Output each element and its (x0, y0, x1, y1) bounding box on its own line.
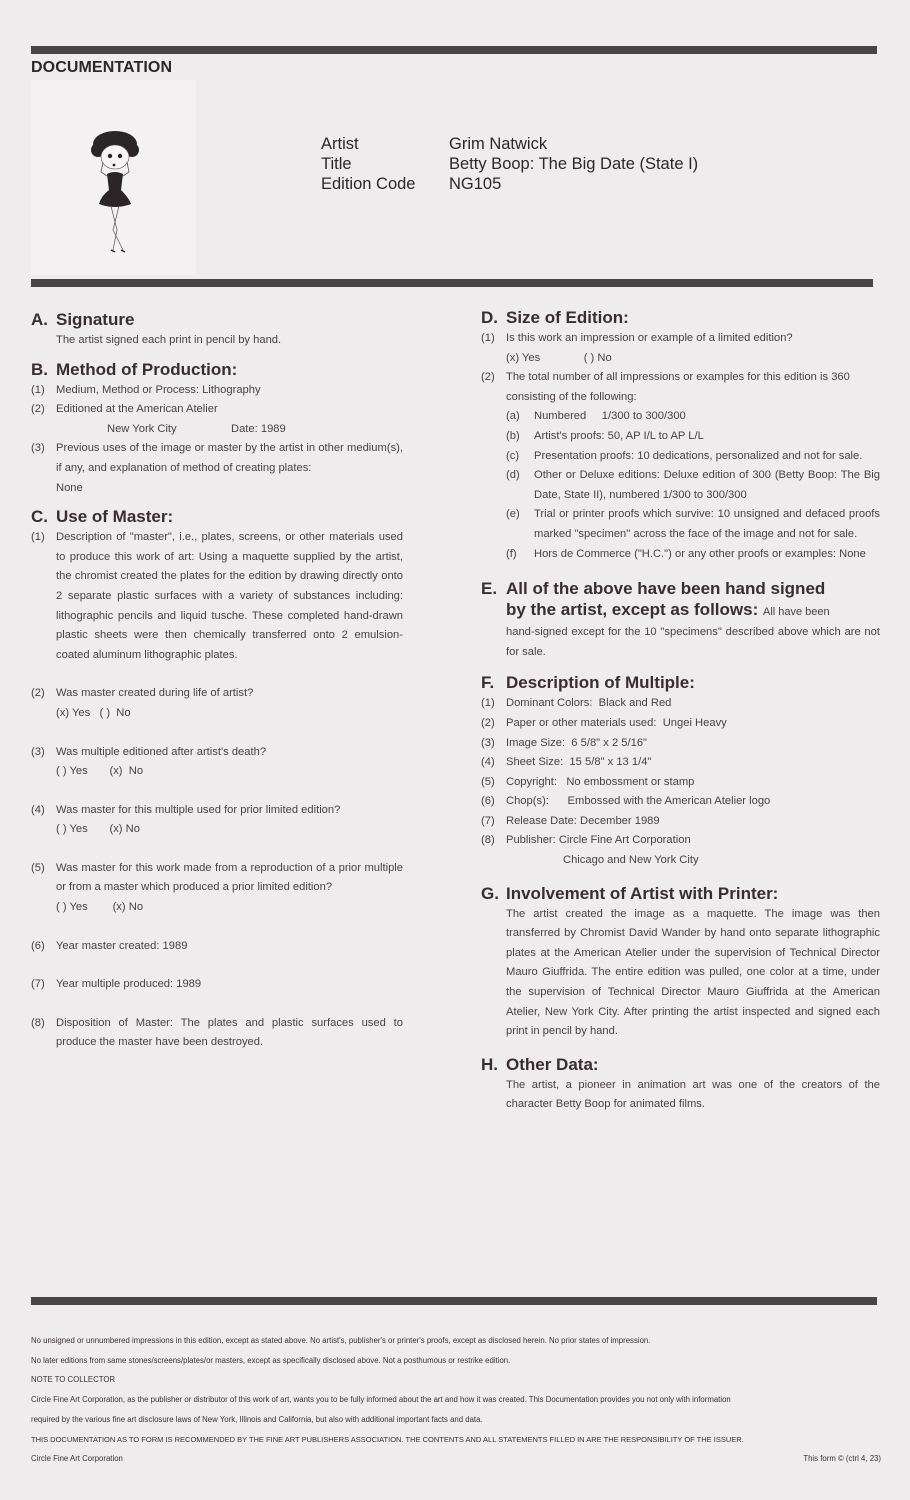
sub-number: (f) (506, 547, 517, 560)
item-text: Release Date: December 1989 (506, 814, 660, 827)
list-item (481, 694, 880, 714)
edition-date: Date: 1989 (231, 422, 286, 435)
section-c-heading (31, 506, 403, 528)
item-text: Description of "master", i.e., plates, screens, or other materials used to produce this work of art: Using a maquette supplied by the artist, the chromist created the plates for the edition by drawing directly onto 2 separate plastic surfaces with a variety of substances including: lithographic pencils and liquid tusche. These completed hand-drawn plastic sheets were then chemically transferred onto 2 emulsion-coated aluminum lithographic plates. (56, 531, 403, 661)
list-item (481, 773, 880, 793)
edition-row (321, 174, 698, 194)
item-text: The total number of all impressions or examples for this edition is 360 consisting of the following: (506, 371, 850, 403)
item-number: (7) (31, 978, 45, 991)
item-text: Editioned at the American Atelier (56, 403, 218, 416)
section-title: Signature (56, 310, 135, 329)
item-text: Image Size: 6 5/8" x 2 5/16" (506, 736, 648, 749)
section-g-heading (481, 883, 880, 905)
yes-no-answer: (x) Yes ( ) No (506, 351, 612, 364)
item-number: (6) (31, 939, 45, 952)
item-text: Paper or other materials used: Ungei Heavy (506, 716, 727, 729)
section-e-heading (481, 578, 880, 599)
footer-bottom-row (31, 1449, 881, 1469)
list-item (481, 329, 880, 349)
sub-item (481, 427, 880, 447)
item-text: Was master created during life of artist? (56, 687, 254, 700)
section-b-heading (31, 359, 403, 381)
footer-disclosures (31, 1331, 881, 1469)
list-item (31, 859, 403, 898)
section-title: Use of Master: (56, 507, 174, 527)
sub-text: Artist's proofs: 50, AP I/L to AP L/L (534, 429, 704, 442)
item-text: Medium, Method or Process: Lithography (56, 383, 261, 396)
sub-item (481, 466, 880, 505)
section-title: Other Data: (506, 1054, 599, 1074)
list-item (31, 381, 403, 401)
sub-number: (a) (506, 410, 520, 423)
title-label: Title (321, 155, 352, 173)
artist-value: Grim Natwick (449, 135, 548, 153)
item-number: (1) (481, 332, 495, 344)
item-number: (5) (31, 861, 45, 874)
sub-number: (c) (506, 449, 520, 462)
sub-text: Hors de Commerce ("H.C.") or any other proofs or examples: None (534, 547, 866, 560)
item-number: (2) (481, 716, 495, 729)
document-title: DOCUMENTATION (31, 59, 173, 76)
yes-no-answer: ( ) Yes (x) No (56, 765, 144, 778)
footer-rule (31, 1297, 877, 1305)
betty-boop-illustration-icon (31, 80, 196, 275)
section-letter: D. (481, 308, 498, 327)
artwork-thumbnail (31, 80, 196, 275)
sub-number: (d) (506, 469, 520, 482)
item-number: (1) (31, 531, 45, 544)
item-number: (2) (31, 687, 45, 700)
item-number: (1) (31, 383, 45, 396)
title-value: Betty Boop: The Big Date (State I) (449, 155, 699, 173)
list-item (31, 528, 403, 665)
section-h-text: The artist, a pioneer in animation art was one of the creators of the character Betty Boop for animated films. (506, 1078, 880, 1111)
artist-label: Artist (321, 135, 359, 153)
item-number: (5) (481, 775, 495, 788)
top-rule (31, 46, 877, 54)
section-title-cont: by the artist, except as follows: (506, 600, 759, 620)
list-item (31, 1014, 403, 1053)
section-e-heading-line2 (481, 599, 880, 623)
section-e-text-start: All have been (762, 606, 830, 619)
list-item (481, 714, 880, 734)
list-item (481, 792, 880, 812)
section-e-text: hand-signed except for the 10 "specimens" described above which are not for sale. (506, 626, 880, 658)
location-date-row (31, 420, 403, 440)
footer-line: required by the various fine art disclosure laws of New York, Illinois and California, but also with additional important facts and data. (31, 1414, 483, 1424)
sub-text: Presentation proofs: 10 dedications, personalized and not for sale. (534, 449, 863, 462)
item-number: (3) (31, 745, 45, 758)
section-letter: B. (31, 359, 48, 379)
section-f-heading (481, 672, 880, 694)
sub-text: Other or Deluxe editions: Deluxe edition of 300 (Betty Boop: The Big Date, State II), numbered 1/300 to 300/300 (534, 469, 880, 501)
item-answer: None (56, 481, 83, 494)
section-title: Method of Production: (56, 359, 238, 379)
item-number: (2) (481, 371, 495, 384)
sub-text: Trial or printer proofs which survive: 10 unsigned and defaced proofs marked "specimen" across the face of the image and not for sale. (534, 508, 880, 540)
list-item (481, 368, 880, 407)
yes-no-answer: (x) Yes ( ) No (56, 706, 131, 719)
section-title: Description of Multiple: (506, 673, 695, 693)
title-row (321, 154, 698, 174)
sub-text: Numbered 1/300 to 300/300 (534, 410, 686, 423)
item-text: Year master created: 1989 (56, 939, 188, 952)
section-title: Involvement of Artist with Printer: (506, 883, 779, 903)
item-number: (2) (31, 403, 45, 416)
section-g-text: The artist created the image as a maquette. The image was then transferred by Chromist David Wander by hand onto separate lithographic plates at the American Atelier under the supervision of Technical Director Mauro Giuffrida. The entire edition was pulled, one color at a time, under the supervision of Technical Director Mauro Giuffrida at the American Atelier, New York City. After printing the artist inspected and signed each print in pencil by hand. (506, 907, 880, 1038)
section-a-heading (31, 309, 403, 331)
list-item (31, 439, 403, 478)
item-text: Disposition of Master: The plates and plastic surfaces used to produce the master have been destroyed. (56, 1016, 403, 1049)
sub-item (481, 505, 880, 544)
yes-no-answer: ( ) Yes (x) No (56, 901, 144, 914)
item-text: Was multiple editioned after artist's death? (56, 745, 267, 758)
item-text: Is this work an impression or example of a limited edition? (506, 332, 793, 344)
sub-item (481, 545, 880, 565)
edition-value: NG105 (449, 175, 502, 193)
section-title: Size of Edition: (506, 308, 629, 327)
item-number: (1) (481, 697, 495, 710)
list-item (481, 812, 880, 832)
footer-line: No unsigned or unnumbered impressions in this edition, except as stated above. No artist's, publisher's or printer's proofs, except as disclosed herein. No prior states of impression. (31, 1336, 651, 1345)
item-text: Copyright: No embossment or stamp (506, 775, 695, 788)
list-item (481, 753, 880, 773)
section-d-heading (481, 307, 880, 329)
publisher-name: Circle Fine Art Corporation (31, 1454, 123, 1464)
item-number: (3) (481, 736, 495, 749)
item-number: (7) (481, 814, 495, 827)
item-text: Dominant Colors: Black and Red (506, 697, 672, 710)
artwork-metadata (321, 134, 698, 194)
item-number: (3) (31, 442, 45, 455)
item-text: Chop(s): Embossed with the American Atelier logo (506, 795, 771, 808)
note-to-collector-heading: NOTE TO COLLECTOR (31, 1375, 116, 1385)
item-text: Publisher: Circle Fine Art Corporation (506, 834, 691, 847)
publisher-location: Chicago and New York City (563, 854, 699, 867)
item-number: (4) (481, 756, 495, 769)
list-item (31, 975, 403, 995)
list-item (31, 743, 403, 763)
item-text: Previous uses of the image or master by the artist in other medium(s), if any, and explanation of method of creating plates: (56, 442, 403, 474)
sub-number: (b) (506, 429, 520, 442)
left-column (31, 309, 403, 1053)
section-letter: H. (481, 1054, 498, 1074)
form-note: This form © (ctrl 4, 23) (803, 1454, 881, 1464)
item-text: Was master for this work made from a reproduction of a prior multiple or from a master which produced a prior limited edition? (56, 861, 403, 894)
section-letter: A. (31, 310, 48, 329)
list-item (31, 684, 403, 704)
artist-row (321, 134, 698, 154)
list-item (481, 734, 880, 754)
section-letter: F. (481, 673, 495, 693)
section-letter: C. (31, 507, 48, 527)
right-column (481, 307, 880, 1115)
footer-line: THIS DOCUMENTATION AS TO FORM IS RECOMMENDED BY THE FINE ART PUBLISHERS ASSOCIATION. THE CONTENTS AND ALL STATEMENTS FILLED IN ARE THE RESPONSIBILITY OF THE ISSUER. (31, 1434, 744, 1444)
signature-text: The artist signed each print in pencil by hand. (56, 334, 282, 346)
list-item (31, 801, 403, 821)
item-number: (6) (481, 795, 495, 808)
list-item (31, 937, 403, 957)
section-letter: E. (481, 579, 498, 599)
list-item (481, 831, 880, 851)
header-rule (31, 279, 873, 287)
item-number: (8) (31, 1016, 45, 1029)
yes-no-answer: ( ) Yes (x) No (56, 823, 140, 836)
edition-label: Edition Code (321, 175, 416, 193)
footer-line: No later editions from same stones/screens/plates/or masters, except as specifically disclosed above. Not a posthumous or restrike edition. (31, 1355, 511, 1365)
item-text: Year multiple produced: 1989 (56, 978, 202, 991)
list-item (31, 400, 403, 420)
sub-number: (e) (506, 508, 520, 521)
section-letter: G. (481, 883, 499, 903)
section-e (481, 578, 880, 662)
item-text: Was master for this multiple used for prior limited edition? (56, 803, 341, 816)
section-title: All of the above have been hand signed (506, 579, 826, 599)
sub-item (481, 407, 880, 427)
footer-line: Circle Fine Art Corporation, as the publisher or distributor of this work of art, wants you to be fully informed about the art and how it was created. This Documentation provides you not only with information (31, 1395, 731, 1405)
location-city: New York City (107, 422, 177, 435)
item-number: (4) (31, 803, 45, 816)
item-text: Sheet Size: 15 5/8" x 13 1/4" (506, 756, 652, 769)
sub-item (481, 447, 880, 467)
section-h-heading (481, 1054, 880, 1076)
item-number: (8) (481, 834, 495, 847)
